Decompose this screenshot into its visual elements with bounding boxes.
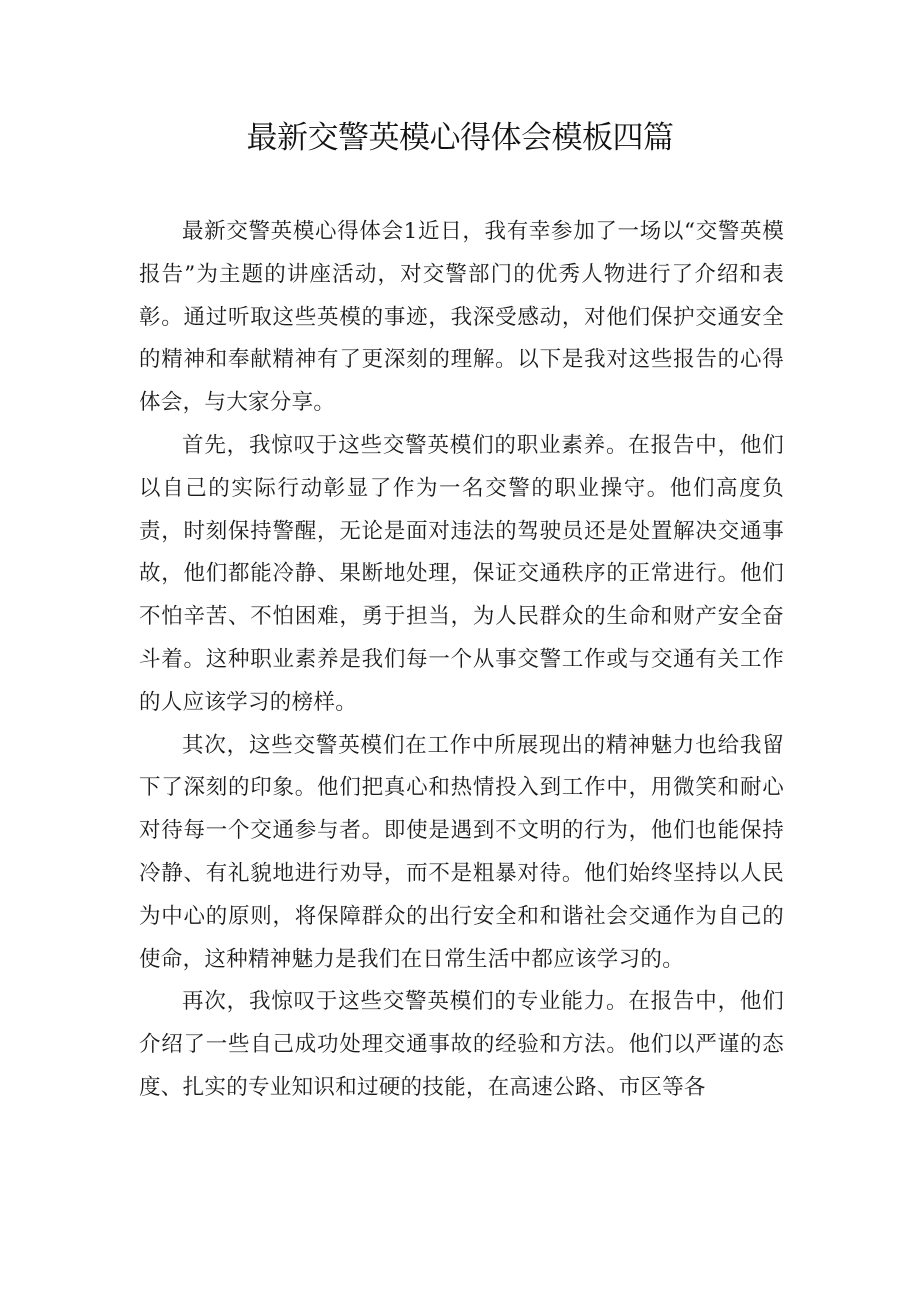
paragraph-1: 最新交警英模心得体会1近日，我有幸参加了一场以“交警英模报告”为主题的讲座活动，对交警部门的优秀人物进行了介绍和表彰。通过听取这些英模的事迹，我深受感动，对他们保护交通安全的精神和奉献精神有了更深刻的理解。以下是我对这些报告的心得体会，与大家分享。 xyxy=(139,219,784,416)
paragraph-3: 其次，这些交警英模们在工作中所展现出的精神魅力也给我留下了深刻的印象。他们把真心和热情投入到工作中，用微笑和耐心对待每一个交通参与者。即使是遇到不文明的行为，他们也能保持冷静、有礼貌地进行劝导，而不是粗暴对待。他们始终坚持以人民为中心的原则，将保障群众的出行安全和和谐社会交通作为自己的使命，这种精神魅力是我们在日常生活中都应该学习的。 xyxy=(139,732,784,972)
paragraph-4: 再次，我惊叹于这些交警英模们的专业能力。在报告中，他们介绍了一些自己成功处理交通事故的经验和方法。他们以严谨的态度、扎实的专业知识和过硬的技能，在高速公路、市区等各 xyxy=(139,989,784,1100)
document-body xyxy=(139,211,784,1110)
paragraph-2: 首先，我惊叹于这些交警英模们的职业素养。在报告中，他们以自己的实际行动彰显了作为一名交警的职业操守。他们高度负责，时刻保持警醒，无论是面对违法的驾驶员还是处置解决交通事故，他们都能冷静、果断地处理，保证交通秩序的正常进行。他们不怕辛苦、不怕困难，勇于担当，为人民群众的生命和财产安全奋斗着。这种职业素养是我们每一个从事交警工作或与交通有关工作的人应该学习的榜样。 xyxy=(139,432,784,715)
document-title: 最新交警英模心得体会模板四篇 xyxy=(246,120,674,156)
